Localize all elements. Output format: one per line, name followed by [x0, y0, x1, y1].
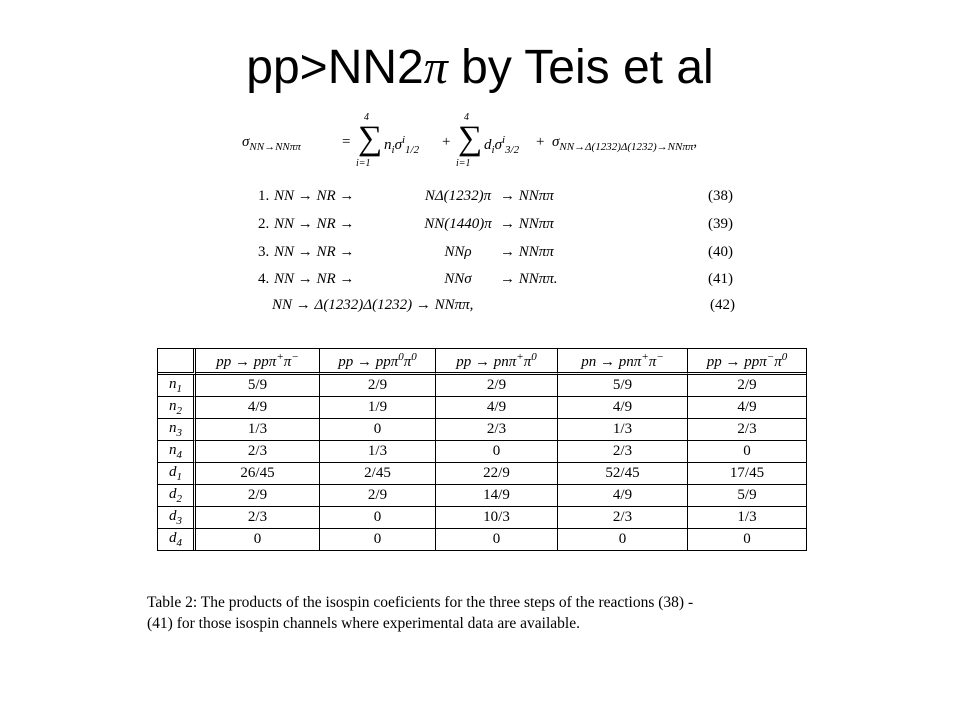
- row-label: $d_3$: [158, 507, 196, 529]
- table-cell: 5/9: [558, 375, 688, 397]
- term1-n-sub: i: [391, 144, 395, 156]
- formula-lhs-sigma: σ: [242, 134, 250, 150]
- table-row: [158, 485, 806, 507]
- table-cell: 0: [320, 529, 436, 550]
- term3-sub: NN→Δ(1232)Δ(1232)→NNππ: [559, 141, 694, 153]
- table-cell: 52/45: [558, 463, 688, 485]
- slide-title-pi: π: [423, 41, 448, 94]
- reaction-42: NN → Δ(1232)Δ(1232) → NNππ,: [272, 297, 474, 313]
- table-cell: 2/3: [196, 441, 320, 463]
- table-cell: 0: [320, 507, 436, 529]
- table-row: [158, 507, 806, 529]
- table-cell: 2/9: [436, 375, 558, 397]
- table-cell: 26/45: [196, 463, 320, 485]
- table-cell: 10/3: [436, 507, 558, 529]
- table-cell: 1/3: [688, 507, 806, 529]
- reaction-final: → NNππ: [500, 188, 554, 204]
- reaction-index: 4.: [258, 271, 270, 287]
- table-cell: 4/9: [558, 485, 688, 507]
- table-header-row: [158, 349, 806, 375]
- sum1-sign: ∑: [358, 120, 383, 157]
- formula-term3: [552, 134, 697, 153]
- reaction-intermediate: NNσ: [444, 271, 472, 287]
- cross-section-formula: [242, 112, 802, 176]
- table-cell: 0: [743, 531, 751, 547]
- reaction-step1: NN → NR →: [274, 271, 355, 287]
- formula-equals: =: [342, 134, 351, 150]
- formula-lhs: [242, 134, 301, 153]
- column-header: pp → $pp\pi^0\pi^0$: [320, 349, 436, 375]
- sum2-lower-limit: i=1: [456, 158, 471, 169]
- reaction-intermediate: NN(1440)π: [424, 216, 492, 232]
- term1-n: n: [384, 137, 392, 153]
- isospin-table-grid: [157, 348, 807, 551]
- column-header: pn → pnπ+π−: [558, 349, 688, 375]
- equation-number: (41): [708, 271, 733, 287]
- table-cell: 0: [436, 529, 558, 550]
- table-caption: [147, 592, 847, 634]
- row-label: $n_3$: [158, 419, 196, 441]
- table-cell: 14/9: [436, 485, 558, 507]
- slide-title: [0, 38, 960, 98]
- table-cell: 2/45: [320, 463, 436, 485]
- reaction-intermediate: NNρ: [444, 244, 472, 260]
- table-cell: 0: [320, 419, 436, 441]
- table-body: [158, 375, 806, 550]
- table-cell: 4/9: [196, 397, 320, 419]
- row-label: $n_1$: [158, 375, 196, 397]
- formula-plus2: +: [536, 134, 545, 150]
- column-header: pp → $pn\pi^+\pi^0$: [436, 349, 558, 375]
- column-header: pp → $pp\pi^-\pi^0$: [688, 349, 806, 375]
- table-cell: 22/9: [436, 463, 558, 485]
- term2-sigma-sub: 3/2: [505, 144, 520, 156]
- equation-number: (40): [708, 244, 733, 260]
- reaction-step1: NN → NR →: [274, 216, 355, 232]
- term2-d-sub: i: [491, 144, 495, 156]
- sum2-sign: ∑: [458, 120, 483, 157]
- table-cell: 0: [688, 441, 806, 463]
- term2-d: d: [484, 137, 492, 153]
- reaction-final: → NNππ: [500, 244, 554, 260]
- table-corner-cell: [158, 349, 196, 375]
- formula-term1: [384, 134, 419, 156]
- table-cell: 4/9: [558, 397, 688, 419]
- table-cell: 2/3: [436, 419, 558, 441]
- column-header: pp → ppπ+π−: [196, 349, 320, 375]
- table-row: [158, 463, 806, 485]
- sum2-upper-limit: 4: [464, 112, 469, 123]
- term1-sigma-sup: i: [401, 134, 406, 146]
- table-cell: 2/3: [558, 507, 688, 529]
- table-row: [158, 375, 806, 397]
- table-row: [158, 529, 806, 550]
- formula-plus1: +: [442, 134, 451, 150]
- table-cell: 4/9: [688, 397, 806, 419]
- reaction-index: 1.: [258, 188, 270, 204]
- caption-line1: Table 2: The products of the isospin coeficients for the three steps of the reactions (38) -: [147, 594, 694, 611]
- equation-number: (39): [708, 216, 733, 232]
- table-cell: 1/3: [558, 419, 688, 441]
- term3-sigma: σ: [552, 134, 560, 150]
- table-cell: 4/9: [436, 397, 558, 419]
- table-cell: 1/3: [196, 419, 320, 441]
- term2-sigma: σ: [494, 137, 502, 153]
- row-label: $d_4$: [158, 529, 196, 550]
- table-cell: 2/9: [320, 375, 436, 397]
- term1-sigma: σ: [394, 137, 402, 153]
- table-row: [158, 397, 806, 419]
- table-cell: 2/3: [688, 419, 806, 441]
- sum1-upper-limit: 4: [364, 112, 369, 123]
- reaction-index: 2.: [258, 216, 270, 232]
- table-cell: 2/3: [558, 441, 688, 463]
- reaction-step1: NN → NR →: [274, 244, 355, 260]
- slide-title-suffix: by Teis et al: [447, 41, 714, 94]
- table-cell: 2/9: [688, 375, 806, 397]
- reaction-step1: NN → NR →: [274, 188, 355, 204]
- term1-sigma-sub: 1/2: [405, 144, 420, 156]
- table-row: [158, 441, 806, 463]
- table-cell: 2/9: [320, 485, 436, 507]
- table-cell: 1/9: [320, 397, 436, 419]
- table-cell: 0: [558, 529, 688, 550]
- formula-tail: ,: [693, 134, 698, 150]
- row-label: $n_4$: [158, 441, 196, 463]
- row-label: $n_2$: [158, 397, 196, 419]
- formula-term2: [484, 134, 519, 156]
- isospin-table: [157, 348, 807, 551]
- equation-number-42: (42): [710, 297, 735, 313]
- formula-lhs-sub: NN→NNππ: [249, 141, 301, 153]
- slide-title-prefix: pp>NN2: [246, 41, 424, 94]
- table-row: [158, 419, 806, 441]
- term2-sigma-sup: i: [501, 134, 506, 146]
- reaction-index: 3.: [258, 244, 270, 260]
- caption-line2: (41) for those isospin channels where experimental data are available.: [147, 615, 580, 632]
- reaction-intermediate: NΔ(1232)π: [424, 188, 492, 204]
- table-cell: 0: [196, 529, 320, 550]
- reaction-final: → NNππ.: [500, 271, 558, 287]
- table-cell: 5/9: [688, 485, 806, 507]
- reaction-final: → NNππ: [500, 216, 554, 232]
- sum1-lower-limit: i=1: [356, 158, 371, 169]
- table-cell: 0: [436, 441, 558, 463]
- row-label: $d_2$: [158, 485, 196, 507]
- table-cell: 1/3: [320, 441, 436, 463]
- table-cell: 2/9: [196, 485, 320, 507]
- row-label: $d_1$: [158, 463, 196, 485]
- table-cell: 17/45: [688, 463, 806, 485]
- table-cell: 5/9: [196, 375, 320, 397]
- table-cell: 2/3: [196, 507, 320, 529]
- equation-number: (38): [708, 188, 733, 204]
